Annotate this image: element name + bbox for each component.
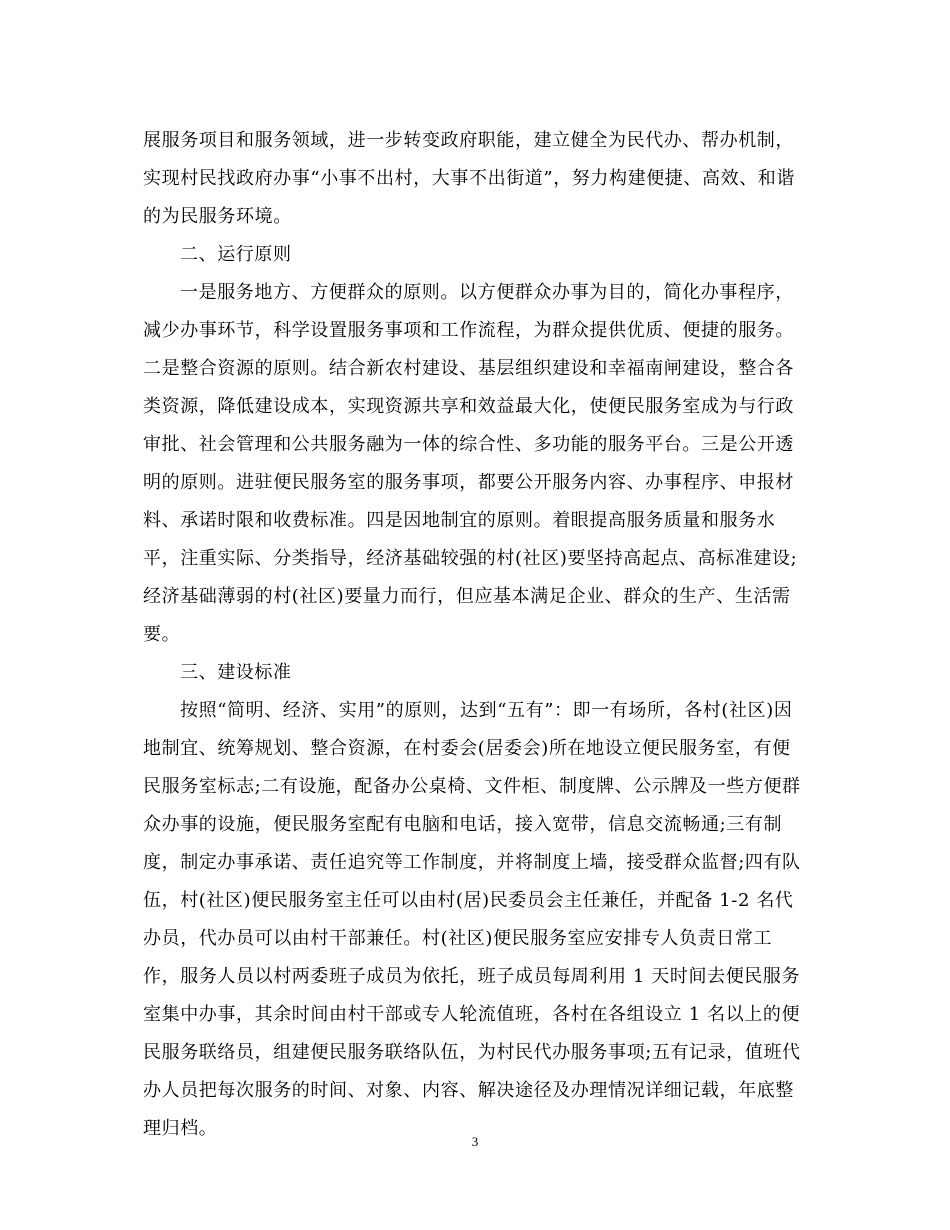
section-heading: 二、运行原则 [180, 244, 292, 265]
text-line: 审批、社会管理和公共服务融为一体的综合性、多功能的服务平台。三是公开透 [143, 434, 794, 455]
text-line: 伍，村(社区)便民服务室主任可以由村(居)民委员会主任兼任，并配备 1-2 名代 [143, 890, 794, 911]
text-line: 地制宜、统筹规划、整合资源，在村委会(居委会)所在地设立便民服务室，有便 [143, 738, 791, 759]
text-line: 度，制定办事承诺、责任追究等工作制度，并将制度上墙，接受群众监督;四有队 [143, 852, 801, 873]
text-line: 的为民服务环境。 [143, 206, 292, 227]
text-line: 室集中办事，其余时间由村干部或专人轮流值班，各村在各组设立 1 名以上的便 [143, 1004, 801, 1025]
text-line: 料、承诺时限和收费标准。四是因地制宜的原则。着眼提高服务质量和服务水 [143, 510, 776, 531]
text-line: 办员，代办员可以由村干部兼任。村(社区)便民服务室应安排专人负责日常工 [143, 928, 773, 949]
text-line: 二是整合资源的原则。结合新农村建设、基层组织建设和幸福南闸建设，整合各 [143, 358, 794, 379]
text-line: 展服务项目和服务领域，进一步转变政府职能，建立健全为民代办、帮办机制， [143, 130, 794, 151]
text-line: 类资源，降低建设成本，实现资源共享和效益最大化，使便民服务室成为与行政 [143, 396, 794, 417]
text-line: 众办事的设施，便民服务室配有电脑和电话，接入宽带，信息交流畅通;三有制 [143, 814, 783, 835]
text-line: 明的原则。进驻便民服务室的服务事项，都要公开服务内容、办事程序、申报材 [143, 472, 794, 493]
text-line: 平，注重实际、分类指导，经济基础较强的村(社区)要坚持高起点、高标准建设; [143, 548, 798, 569]
section-heading: 三、建设标准 [180, 662, 292, 683]
text-line: 按照“简明、经济、实用”的原则，达到“五有”：即一有场所，各村(社区)因 [180, 700, 793, 721]
text-line: 理归档。 [143, 1118, 218, 1139]
text-line: 经济基础薄弱的村(社区)要量力而行，但应基本满足企业、群众的生产、生活需 [143, 586, 791, 607]
text-line: 要。 [143, 624, 181, 645]
page-number: 3 [471, 1134, 479, 1149]
text-line: 实现村民找政府办事“小事不出村，大事不出街道”，努力构建便捷、高效、和谐 [143, 168, 796, 189]
text-line: 减少办事环节，科学设置服务事项和工作流程，为群众提供优质、便捷的服务。 [143, 320, 794, 341]
text-line: 作，服务人员以村两委班子成员为依托，班子成员每周利用 1 天时间去便民服务 [143, 966, 801, 987]
text-line: 民服务室标志;二有设施，配备办公桌椅、文件柜、制度牌、公示牌及一些方便群 [143, 776, 801, 797]
text-line: 办人员把每次服务的时间、对象、内容、解决途径及办理情况详细记载，年底整 [143, 1080, 794, 1101]
text-line: 一是服务地方、方便群众的原则。以方便群众办事为目的，简化办事程序， [180, 282, 794, 303]
text-line: 民服务联络员，组建便民服务联络队伍，为村民代办服务事项;五有记录，值班代 [143, 1042, 801, 1063]
